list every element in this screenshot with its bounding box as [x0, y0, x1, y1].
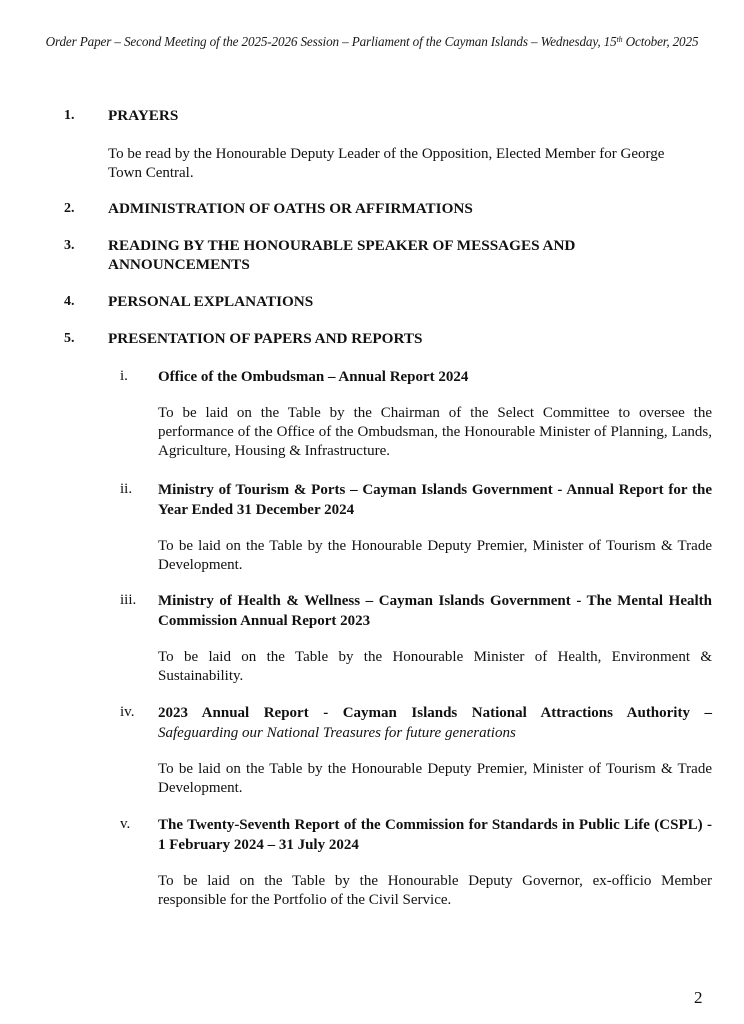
item-heading: READING BY THE HONOURABLE SPEAKER OF MESSAGES AND ANNOUNCEMENTS [108, 237, 576, 273]
header-text: Order Paper – Second Meeting of the 2025-2026 Session – Parliament of the Cayman Islands – Wednesday, 15 [45, 34, 617, 49]
paper-title: 2023 Annual Report - Cayman Islands National Attractions Authority – [158, 705, 712, 721]
header-ordinal: th [616, 35, 623, 44]
item-text: To be read by the Honourable Deputy Leader of the Opposition, Elected Member for George Town Central. [108, 146, 665, 181]
paper-text: To be laid on the Table by the Honourable Minister of Health, Environment & Sustainability. [158, 649, 712, 684]
paper-title: The Twenty-Seventh Report of the Commission for Standards in Public Life (CSPL) - 1 February 2024 – 31 July 2024 [158, 817, 712, 853]
paper-numeral: ii. [120, 481, 133, 497]
header-text-end: October, 2025 [622, 34, 699, 49]
paper-title-italic: Safeguarding our National Treasures for future generations [158, 725, 516, 741]
item-heading: PRAYERS [108, 107, 179, 124]
paper-text: To be laid on the Table by the Chairman of the Select Committee to oversee the performance of the Office of the Ombudsman, the Honourable Minister of Planning, Lands, Agriculture, Housing & Infrastructure. [158, 405, 712, 459]
paper-numeral: iii. [120, 592, 137, 608]
page-number: 2 [694, 988, 703, 1007]
paper-text: To be laid on the Table by the Honourable Deputy Governor, ex-officio Member responsible for the Portfolio of the Civil Service. [158, 873, 712, 908]
paper-title: Office of the Ombudsman – Annual Report 2024 [158, 369, 469, 385]
item-number: 4. [64, 294, 75, 309]
item-heading: PRESENTATION OF PAPERS AND REPORTS [108, 330, 423, 347]
item-heading: ADMINISTRATION OF OATHS OR AFFIRMATIONS [108, 200, 473, 217]
item-number: 2. [64, 201, 75, 216]
paper-title: Ministry of Health & Wellness – Cayman Islands Government - The Mental Health Commission Annual Report 2023 [158, 593, 712, 629]
paper-title: Ministry of Tourism & Ports – Cayman Islands Government - Annual Report for the Year Ended 31 December 2024 [158, 482, 712, 518]
paper-text: To be laid on the Table by the Honourable Deputy Premier, Minister of Tourism & Trade Development. [158, 761, 712, 796]
paper-numeral: iv. [120, 704, 135, 720]
running-header [0, 34, 744, 50]
paper-numeral: v. [120, 816, 131, 832]
item-number: 1. [64, 108, 75, 123]
item-number: 5. [64, 331, 75, 346]
paper-text: To be laid on the Table by the Honourable Deputy Premier, Minister of Tourism & Trade Development. [158, 538, 712, 573]
paper-numeral: i. [120, 368, 128, 384]
item-number: 3. [64, 238, 75, 253]
item-heading: PERSONAL EXPLANATIONS [108, 293, 314, 310]
